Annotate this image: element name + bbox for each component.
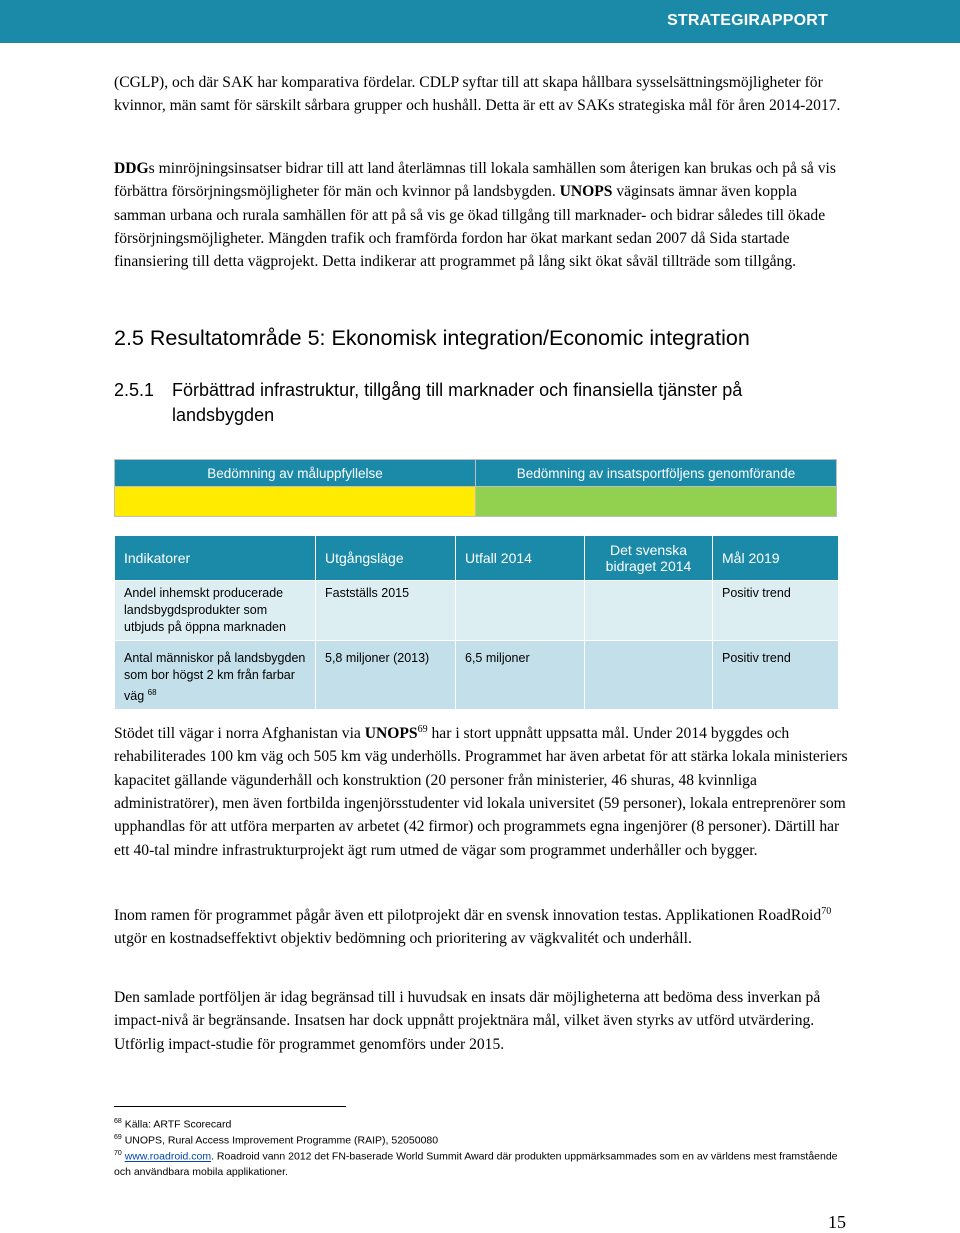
report-title: STRATEGIRAPPORT	[667, 12, 828, 29]
swedish-contribution-header: Det svenska bidraget 2014	[585, 536, 713, 581]
header-bar	[0, 0, 960, 43]
ddg-text: s minröjningsinsatser bidrar till att land återlämnas till lokala samhällen som återigen kan brukas och på så vis förbättra försörjningsmöjligheter för män och kvinnor på landsbygden.	[114, 160, 836, 201]
unops-roads-text-2: har i stort uppnått uppsatta mål. Under 2014 byggdes och rehabiliterades 100 km väg och 505 km väg underhölls. Programmet har även arbetat för att stärka lokala ministeriers kapacitet gällande vägunderhåll och konstruktion (20 personer från ministerier, 46 shuras, 48 kvinnliga administratörer), men även fortbilda ingenjörsstudenter vid lokala universitet (59 personer), lokala entreprenörer som upphandlas för att utföra merparten av arbetet (42 firmor) och programmets egna ingenjörer (8 personer). Därtill har ett 40-tal mindre infrastrukturprojekt ägt rum utmed de vägar som programmet underhåller och bygger.	[114, 725, 848, 859]
baseline-cell: 5,8 miljoner (2013)	[316, 641, 456, 710]
goal-cell: Positiv trend	[713, 641, 839, 710]
subsection-heading	[114, 378, 812, 428]
footnote-ref: 70	[821, 906, 832, 917]
section-heading: 2.5 Resultatområde 5: Ekonomisk integration/Economic integration	[114, 326, 750, 350]
assessment-portfolio-header: Bedömning av insatsportföljens genomförande	[476, 460, 837, 487]
unops-bold: UNOPS	[559, 183, 613, 201]
paragraph-ddg-unops	[114, 157, 849, 273]
assessment-table	[114, 459, 837, 517]
footnote-divider	[114, 1106, 346, 1107]
footnote-ref: 68	[147, 688, 157, 697]
footnote-70	[114, 1146, 844, 1180]
swedish-cell	[585, 581, 713, 641]
subsection-title: Förbättrad infrastruktur, tillgång till marknader och finansiella tjänster på landsbygden	[172, 380, 743, 425]
assessment-goal-yellow	[115, 487, 476, 517]
baseline-cell: Fastställs 2015	[316, 581, 456, 641]
subsection-number: 2.5.1	[114, 380, 155, 400]
paragraph-unops-roads	[114, 718, 849, 862]
assessment-goal-header: Bedömning av måluppfyllelse	[115, 460, 476, 487]
roadroid-link[interactable]: www.roadroid.com	[124, 1150, 212, 1163]
outcome-cell	[456, 581, 585, 641]
goal-cell: Positiv trend	[713, 581, 839, 641]
goal-header: Mål 2019	[713, 536, 839, 581]
indicator-cell: Andel inhemskt producerade landsbygdsprodukter som utbjuds på öppna marknaden	[115, 581, 316, 641]
roadroid-text-2: utgör en kostnadseffektivt objektiv bedömning och prioritering av vägkvalitét och underhåll.	[114, 930, 692, 948]
footnote-text: . Roadroid vann 2012 det FN-baserade World Summit Award där produkten uppmärksammades som en av världens mest framstående och användbara mobila applikationer.	[114, 1150, 838, 1178]
swedish-cell	[585, 641, 713, 710]
indicator-cell	[115, 641, 316, 710]
indicator-text: Antal människor på landsbygden som bor högst 2 km från farbar väg	[124, 651, 306, 704]
assessment-portfolio-green	[476, 487, 837, 517]
paragraph-roadroid	[114, 900, 849, 951]
paragraph-cdlp: (CGLP), och där SAK har komparativa fördelar. CDLP syftar till att skapa hållbara sysselsättningsmöjligheter för kvinnor, män samt för särskilt sårbara grupper och hushåll. Detta är ett av SAKs strategiska mål för åren 2014-2017.	[114, 74, 841, 115]
unops-text: väginsats ämnar även koppla samman urbana och rurala samhällen för att på så vis ge ökad tillgång till marknader- och bidrar således till ökade försörjningsmöjligheter. Mängden trafik och framförda fordon har ökat markant sedan 2007 då Sida startade finansiering till detta vägprojekt. Detta indikerar att programmet på lång sikt ökat såväl tillträde som tillgång.	[114, 183, 826, 271]
ddg-bold: DDG	[114, 160, 149, 177]
table-row	[115, 581, 839, 641]
page-number: 15	[828, 1212, 846, 1232]
outcome-cell: 6,5 miljoner	[456, 641, 585, 710]
table-row	[115, 641, 839, 710]
footnote-number: 68	[114, 1118, 122, 1125]
outcome-header: Utfall 2014	[456, 536, 585, 581]
roadroid-text: Inom ramen för programmet pågår även ett pilotprojekt där en svensk innovation testas. Applikationen RoadRoid	[114, 907, 822, 925]
footnote-text: Källa: ARTF Scorecard	[124, 1118, 232, 1131]
indicator-table	[114, 535, 839, 710]
indicator-header: Indikatorer	[115, 536, 316, 581]
footnote-text: UNOPS, Rural Access Improvement Programme (RAIP), 52050080	[124, 1134, 439, 1147]
baseline-header: Utgångsläge	[316, 536, 456, 581]
footnote-number: 70	[114, 1150, 122, 1157]
paragraph-portfolio: Den samlade portföljen är idag begränsad till i huvudsak en insats där möjligheterna att bedöma dess inverkan på impact-nivå är begränsande. Insatsen har dock uppnått projektnära mål, vilket även styrks av utförd utvärdering. Utförlig impact-studie för programmet genomförs under 2015.	[114, 989, 821, 1053]
unops-roads-text: Stödet till vägar i norra Afghanistan via	[114, 725, 365, 743]
footnote-ref: 69	[417, 724, 428, 735]
unops-roads-bold: UNOPS	[364, 725, 418, 743]
footnote-number: 69	[114, 1134, 122, 1141]
